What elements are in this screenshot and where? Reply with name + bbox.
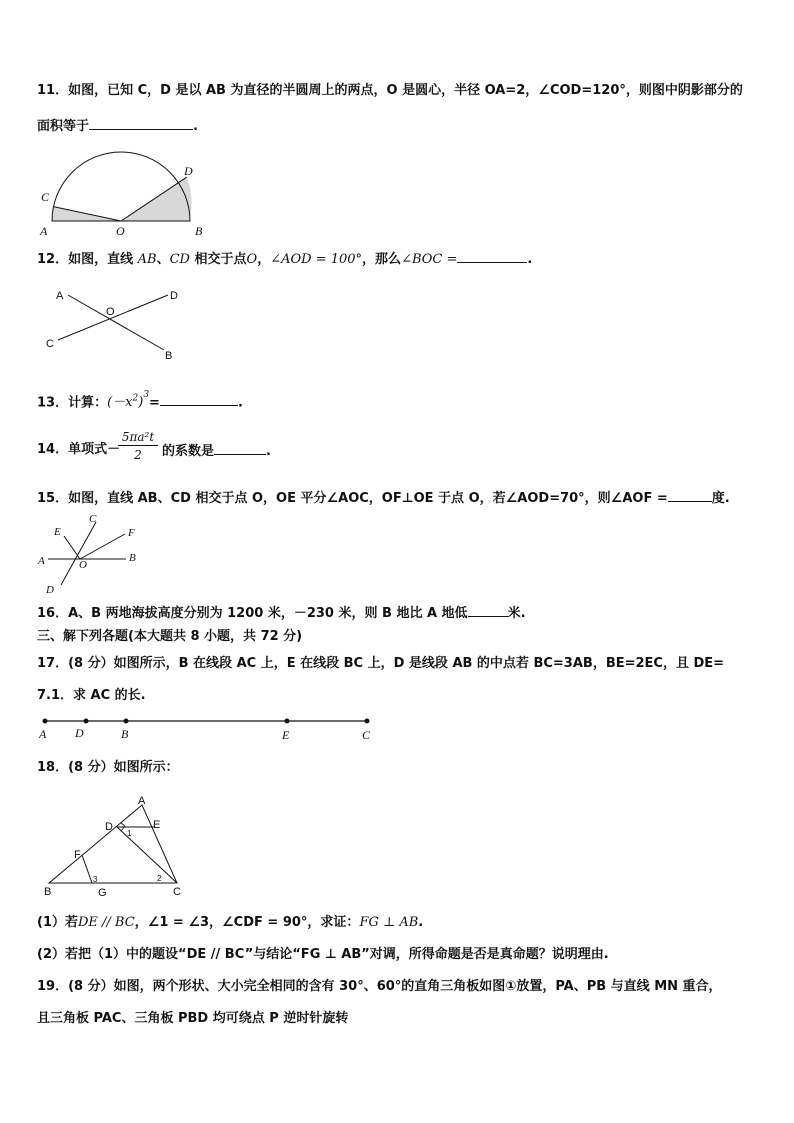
q18-label-d: D <box>105 821 113 833</box>
q12-cd: CD <box>169 252 190 267</box>
q17-label-c: C <box>362 728 371 742</box>
q15-text: 15．如图，直线 AB、CD 相交于点 O，OE 平分∠AOC，OF⊥OE 于点 O，若∠AOD=70°，则∠AOF = <box>37 491 668 506</box>
q17-label-a: A <box>39 727 47 741</box>
q16-text: 16．A、B 两地海拔高度分别为 1200 米，－230 米，则 B 地比 A 地低 <box>37 606 468 621</box>
q11-label-c: C <box>41 190 50 204</box>
q15-ray-oe <box>64 536 80 559</box>
q12-mid: 相交于点 <box>194 252 247 267</box>
q13-answer-blank[interactable] <box>160 393 238 406</box>
q12-sep: 、 <box>156 252 170 267</box>
q14-prefix: 14．单项式－ <box>37 442 121 457</box>
q18-part1 <box>37 915 423 931</box>
q17-point-c <box>365 719 370 724</box>
q18-label-1: 1 <box>127 829 132 838</box>
q11-label-a: A <box>40 224 48 238</box>
q14-numerator: 5πa²t <box>118 430 158 446</box>
q18-triangle-abc <box>49 805 177 883</box>
q12-label-o: O <box>106 306 115 318</box>
q15-label-a: A <box>38 555 45 567</box>
q12-label-b: B <box>165 350 173 362</box>
q11-line2-text: 面积等于 <box>37 119 90 134</box>
q15-label-b: B <box>129 552 136 564</box>
section3-heading: 三、解下列各题(本大题共 8 小题，共 72 分) <box>37 629 303 644</box>
q18-label-b: B <box>44 886 52 898</box>
q12-figure <box>42 285 192 365</box>
q11-line1: 11．如图，已知 C，D 是以 AB 为直径的半圆周上的两点，O 是圆心，半径 OA=2，∠COD=120°，则图中阴影部分的 <box>37 83 743 98</box>
q18-label-2: 2 <box>157 874 162 883</box>
q14-suffix-line <box>162 442 271 460</box>
q11-end: . <box>193 119 198 134</box>
q18-part1-end: . <box>418 915 424 930</box>
q17-figure <box>36 712 381 742</box>
q12-aod: ∠AOD = 100° <box>270 252 363 267</box>
q13-expr-base: (－x <box>107 395 133 411</box>
q12-ab: AB <box>137 252 157 267</box>
q13-expr-close: ) <box>138 395 144 411</box>
q15-label-f: F <box>128 527 135 539</box>
q17-point-b <box>124 719 129 724</box>
q15-label-c: C <box>89 513 97 525</box>
q14-end: . <box>266 444 271 459</box>
q18-part1-goal: FG ⊥ AB <box>359 915 419 930</box>
q14-answer-blank[interactable] <box>214 442 266 455</box>
q16-end: 米. <box>507 606 526 621</box>
q18-label-e: E <box>153 819 161 831</box>
q11-label-d: D <box>184 164 193 178</box>
q17-line2: 7.1．求 AC 的长. <box>37 688 146 703</box>
q17-label-b: B <box>121 727 129 741</box>
q18-label-c: C <box>173 886 181 898</box>
q11-line2 <box>37 117 198 135</box>
q17-point-e <box>285 719 290 724</box>
q13-eq: = <box>149 395 160 411</box>
q11-label-b: B <box>195 224 203 238</box>
q12-then: ，那么 <box>362 252 402 267</box>
q16-answer-blank[interactable] <box>468 604 508 617</box>
q14-suffix: 的系数是 <box>162 444 215 459</box>
q15-line <box>37 489 730 507</box>
q11-figure <box>38 143 218 238</box>
q11-label-o: O <box>116 224 125 238</box>
q17-label-d: D <box>75 726 84 740</box>
q17-line1: 17．(8 分）如图所示，B 在线段 AC 上，E 在线段 BC 上，D 是线段 AB 的中点若 BC=3AB，BE=2EC，且 DE= <box>37 656 725 671</box>
q15-end: 度. <box>711 491 730 506</box>
q13-prefix: 13．计算： <box>37 395 108 411</box>
q19-line1: 19．(8 分）如图，两个形状、大小完全相同的含有 30°、60°的直角三角板如图①放置，PA、PB 与直线 MN 重合， <box>37 979 722 994</box>
q15-answer-blank[interactable] <box>668 489 712 502</box>
q12-o: O <box>246 252 258 267</box>
q12-end: . <box>527 252 533 267</box>
q14-denominator: 2 <box>134 448 142 462</box>
q15-figure <box>36 512 146 597</box>
q18-part1-prefix: (1）若 <box>37 915 78 930</box>
q18-part1-cond: DE // BC <box>78 915 135 930</box>
q13-end: . <box>237 395 243 411</box>
q18-label-g: G <box>98 887 107 899</box>
q12-prefix: 12．如图，直线 <box>37 252 134 267</box>
q18-part1-mid: ，∠1 = ∠3，∠CDF = 90°，求证： <box>134 915 360 930</box>
q16-line <box>37 604 526 622</box>
q13-expr <box>107 390 150 411</box>
q18-line-dc <box>117 827 177 883</box>
q12-label-d: D <box>170 290 178 302</box>
q18-label-f: F <box>74 849 81 861</box>
q19-line2: 且三角板 PAC、三角板 PBD 均可绕点 P 逆时针旋转 <box>37 1011 349 1026</box>
q18-figure <box>40 795 190 905</box>
q12-answer-blank[interactable] <box>457 250 527 263</box>
q12-label-a: A <box>56 290 64 302</box>
q12-line <box>37 250 532 268</box>
q11-answer-blank[interactable] <box>89 117 193 130</box>
q18-line-fg <box>82 855 92 883</box>
q18-title: 18．(8 分）如图所示： <box>37 760 179 775</box>
q12-line-ab <box>68 295 164 350</box>
q17-point-a <box>43 719 48 724</box>
q13-expr-exp-inner: 2 <box>132 394 139 404</box>
q18-label-3: 3 <box>93 875 98 884</box>
q15-label-d: D <box>46 584 54 596</box>
q12-comma: ， <box>257 252 271 267</box>
q14-fraction <box>118 430 158 462</box>
q18-label-a: A <box>138 795 146 807</box>
q15-label-e: E <box>54 526 61 538</box>
q13-expr-exp-outer: 3 <box>143 390 150 400</box>
q17-point-d <box>84 719 89 724</box>
q13-line <box>37 391 243 411</box>
q18-part2: (2）若把（1）中的题设“DE // BC”与结论“FG ⊥ AB”对调，所得命题是否是真命题？说明理由. <box>37 947 609 962</box>
q12-label-c: C <box>46 338 54 350</box>
q17-label-e: E <box>282 728 290 742</box>
q12-boc: ∠BOC = <box>401 252 458 267</box>
q15-label-o: O <box>79 559 87 571</box>
